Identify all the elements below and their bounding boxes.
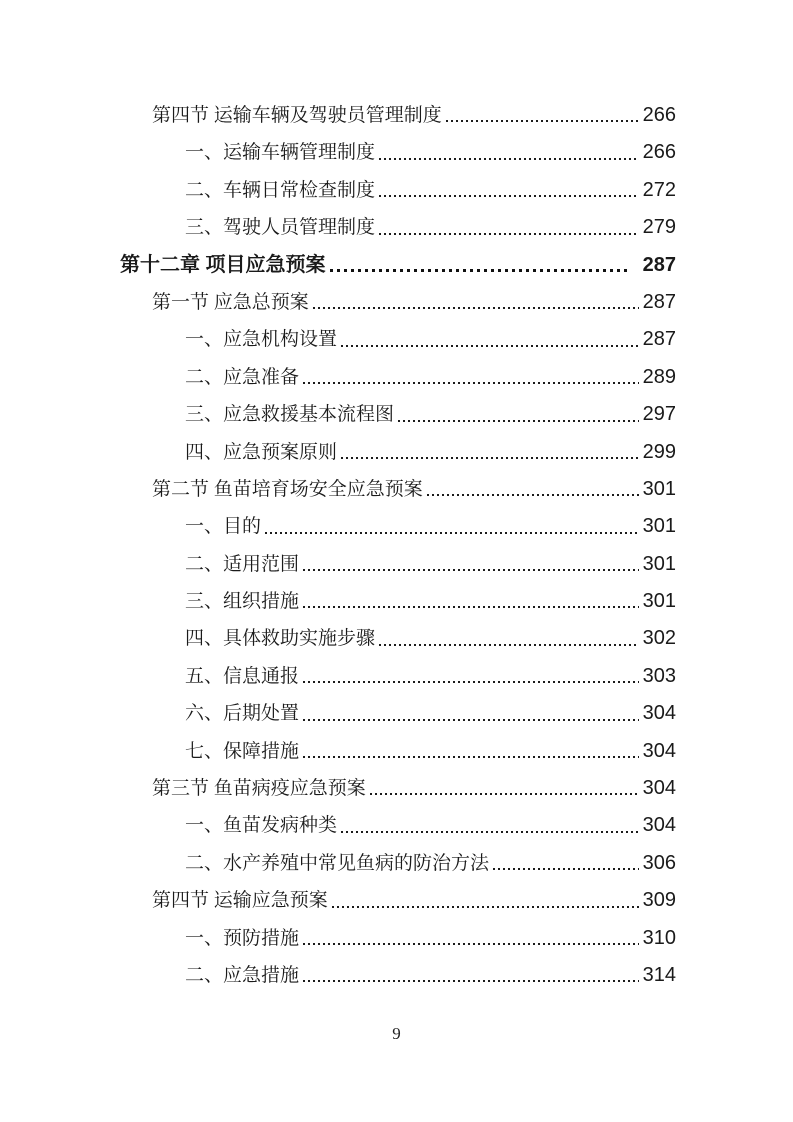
- toc-entry-label: 四、具体救助实施步骤: [185, 628, 376, 650]
- toc-entry-page-number: 314: [642, 963, 676, 986]
- toc-entry-section[interactable]: [120, 882, 676, 919]
- dot-leader: [379, 158, 639, 160]
- toc-entry-item[interactable]: [120, 807, 676, 844]
- toc-entry-page-number: 299: [642, 440, 676, 463]
- dot-leader: [341, 345, 639, 347]
- toc-entry-page-number: 304: [642, 739, 676, 762]
- dot-leader: [379, 644, 639, 646]
- dot-leader: [303, 756, 639, 758]
- toc-entry-page-number: 266: [642, 104, 676, 126]
- toc-entry-chapter[interactable]: [120, 247, 676, 284]
- dot-leader: [341, 831, 639, 833]
- toc-entry-item[interactable]: [120, 658, 676, 695]
- dot-leader: [265, 532, 639, 534]
- page-number-footer: 9: [392, 1024, 401, 1043]
- toc-entry-item[interactable]: [120, 321, 676, 358]
- dot-leader: [303, 606, 639, 608]
- toc-entry-label: 第二节 鱼苗培育场安全应急预案: [152, 478, 423, 500]
- toc-entry-section[interactable]: [120, 284, 676, 321]
- toc-entry-page-number: 287: [642, 253, 676, 276]
- toc-entry-page-number: 303: [642, 664, 676, 687]
- dot-leader: [303, 382, 639, 384]
- toc-entry-label: 一、应急机构设置: [185, 329, 338, 351]
- toc-entry-item[interactable]: [120, 695, 676, 732]
- toc-entry-item[interactable]: [120, 396, 676, 433]
- toc-entry-section[interactable]: [120, 471, 676, 508]
- table-of-contents: [120, 97, 676, 994]
- toc-entry-item[interactable]: [120, 733, 676, 770]
- toc-entry-page-number: 301: [642, 552, 676, 575]
- toc-entry-page-number: 310: [642, 926, 676, 949]
- toc-entry-label: 一、鱼苗发病种类: [185, 815, 338, 837]
- toc-entry-page-number: 266: [642, 141, 676, 164]
- dot-leader: [313, 307, 639, 309]
- toc-entry-label: 第四节 运输车辆及驾驶员管理制度: [152, 105, 442, 126]
- toc-entry-label: 四、应急预案原则: [185, 441, 338, 463]
- toc-entry-page-number: 301: [642, 515, 676, 538]
- toc-entry-label: 三、驾驶人员管理制度: [185, 217, 376, 239]
- toc-entry-label: 二、应急准备: [185, 366, 300, 388]
- toc-entry-page-number: 304: [642, 777, 676, 800]
- dot-leader: [303, 681, 639, 683]
- dot-leader: [303, 943, 639, 945]
- toc-entry-page-number: 287: [642, 290, 676, 313]
- dot-leader: [446, 120, 639, 122]
- toc-entry-page-number: 287: [642, 328, 676, 351]
- dot-leader: [379, 195, 639, 197]
- toc-entry-item[interactable]: [120, 172, 676, 209]
- toc-entry-item[interactable]: [120, 546, 676, 583]
- toc-entry-page-number: 279: [642, 216, 676, 239]
- toc-entry-label: 一、目的: [185, 516, 262, 538]
- toc-entry-item[interactable]: [120, 620, 676, 657]
- dot-leader: [330, 269, 631, 272]
- toc-entry-page-number: 301: [642, 477, 676, 500]
- dot-leader: [398, 420, 639, 422]
- dot-leader: [332, 906, 639, 908]
- toc-entry-label: 六、后期处置: [185, 703, 300, 725]
- toc-entry-item[interactable]: [120, 209, 676, 246]
- dot-leader: [370, 793, 639, 795]
- toc-entry-item[interactable]: [120, 359, 676, 396]
- toc-entry-label: 二、水产养殖中常见鱼病的防治方法: [185, 852, 490, 874]
- toc-entry-item[interactable]: [120, 583, 676, 620]
- toc-entry-label: 第十二章 项目应急预案: [120, 253, 326, 276]
- toc-entry-item[interactable]: [120, 957, 676, 994]
- toc-entry-page-number: 301: [642, 590, 676, 613]
- toc-entry-page-number: 306: [642, 851, 676, 874]
- toc-entry-item[interactable]: [120, 134, 676, 171]
- toc-entry-section[interactable]: [120, 97, 676, 134]
- toc-entry-page-number: 309: [642, 889, 676, 912]
- toc-entry-label: 二、适用范围: [185, 553, 300, 575]
- dot-leader: [427, 494, 639, 496]
- dot-leader: [341, 457, 639, 459]
- toc-entry-page-number: 304: [642, 814, 676, 837]
- toc-entry-page-number: 272: [642, 178, 676, 201]
- toc-entry-label: 五、信息通报: [185, 665, 300, 687]
- toc-entry-page-number: 297: [642, 403, 676, 426]
- toc-entry-label: 第三节 鱼苗病疫应急预案: [152, 778, 366, 800]
- dot-leader: [493, 868, 639, 870]
- toc-entry-label: 七、保障措施: [185, 740, 300, 762]
- toc-entry-page-number: 304: [642, 702, 676, 725]
- toc-entry-item[interactable]: [120, 434, 676, 471]
- toc-entry-label: 第一节 应急总预案: [152, 291, 309, 313]
- toc-entry-label: 一、预防措施: [185, 927, 300, 949]
- toc-entry-label: 二、车辆日常检查制度: [185, 179, 376, 201]
- dot-leader: [303, 569, 639, 571]
- toc-entry-page-number: 289: [642, 365, 676, 388]
- toc-entry-label: 二、应急措施: [185, 964, 300, 986]
- dot-leader: [379, 233, 639, 235]
- toc-entry-section[interactable]: [120, 770, 676, 807]
- toc-entry-label: 一、运输车辆管理制度: [185, 142, 376, 164]
- toc-entry-item[interactable]: [120, 845, 676, 882]
- toc-entry-label: 三、应急救援基本流程图: [185, 404, 395, 426]
- dot-leader: [303, 719, 639, 721]
- toc-entry-item[interactable]: [120, 920, 676, 957]
- dot-leader: [303, 980, 639, 982]
- toc-entry-item[interactable]: [120, 508, 676, 545]
- toc-entry-page-number: 302: [642, 627, 676, 650]
- toc-entry-label: 第四节 运输应急预案: [152, 890, 328, 912]
- toc-entry-label: 三、组织措施: [185, 591, 300, 613]
